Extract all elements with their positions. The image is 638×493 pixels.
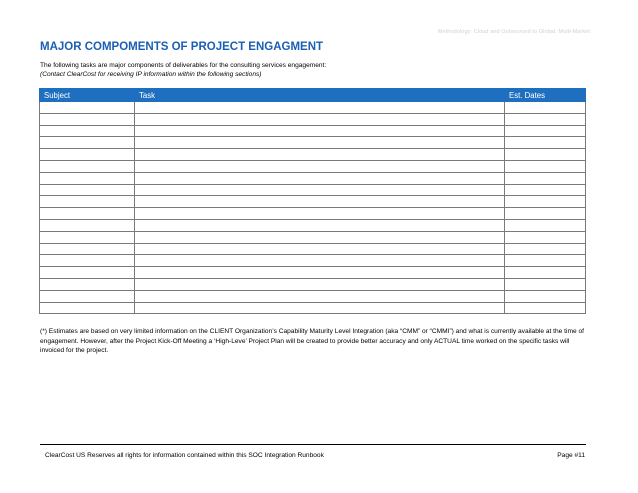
est-date-cell[interactable]: [505, 160, 586, 172]
table-row: [40, 231, 586, 243]
table-row: [40, 278, 586, 290]
subject-cell[interactable]: [40, 243, 135, 255]
est-date-cell[interactable]: [505, 219, 586, 231]
intro-line: The following tasks are major components of deliverables for the consulting services engagement:: [40, 62, 327, 69]
subject-cell[interactable]: [40, 160, 135, 172]
footnote: (*) Estimates are based on very limited information on the CLIENT Organization’s Capability Maturity Level Integration (aka “CMM” or “CMMI”) and what is currently available at the time of engagement. However, after the Project Kick-Off Meeting a ‘High-Leve’ Project Plan will be created to provide better accuracy and only ACTUAL time worked on the specific tasks will invoiced for the project.: [40, 328, 584, 355]
column-header-subject: Subject: [40, 89, 135, 102]
intro-text: [40, 61, 326, 79]
task-cell[interactable]: [135, 196, 505, 208]
subject-cell[interactable]: [40, 149, 135, 161]
table-row: [40, 290, 586, 302]
table-header-row: [40, 89, 586, 102]
table-row: [40, 219, 586, 231]
task-cell[interactable]: [135, 278, 505, 290]
running-header: Methodology: Cloud and Outsourced to Global, Multi-Market: [437, 29, 590, 35]
engagement-table: [39, 88, 586, 314]
task-cell[interactable]: [135, 255, 505, 267]
est-date-cell[interactable]: [505, 113, 586, 125]
subject-cell[interactable]: [40, 302, 135, 314]
task-cell[interactable]: [135, 243, 505, 255]
task-cell[interactable]: [135, 125, 505, 137]
est-date-cell[interactable]: [505, 149, 586, 161]
intro-note: (Contact ClearCost for receiving IP information within the following sections): [40, 71, 262, 78]
task-cell[interactable]: [135, 219, 505, 231]
subject-cell[interactable]: [40, 278, 135, 290]
subject-cell[interactable]: [40, 125, 135, 137]
est-date-cell[interactable]: [505, 255, 586, 267]
task-cell[interactable]: [135, 160, 505, 172]
task-cell[interactable]: [135, 290, 505, 302]
est-date-cell[interactable]: [505, 267, 586, 279]
table-row: [40, 208, 586, 220]
table-row: [40, 255, 586, 267]
task-cell[interactable]: [135, 208, 505, 220]
est-date-cell[interactable]: [505, 243, 586, 255]
est-date-cell[interactable]: [505, 302, 586, 314]
subject-cell[interactable]: [40, 196, 135, 208]
table-row: [40, 160, 586, 172]
task-cell[interactable]: [135, 172, 505, 184]
subject-cell[interactable]: [40, 113, 135, 125]
subject-cell[interactable]: [40, 102, 135, 114]
table-row: [40, 184, 586, 196]
task-cell[interactable]: [135, 302, 505, 314]
task-cell[interactable]: [135, 113, 505, 125]
est-date-cell[interactable]: [505, 208, 586, 220]
est-date-cell[interactable]: [505, 196, 586, 208]
est-date-cell[interactable]: [505, 137, 586, 149]
table-body: [40, 102, 586, 314]
est-date-cell[interactable]: [505, 278, 586, 290]
subject-cell[interactable]: [40, 219, 135, 231]
page-number: Page #11: [557, 452, 585, 459]
est-date-cell[interactable]: [505, 231, 586, 243]
subject-cell[interactable]: [40, 137, 135, 149]
table-row: [40, 137, 586, 149]
table-row: [40, 113, 586, 125]
est-date-cell[interactable]: [505, 172, 586, 184]
page-title: MAJOR COMPOMENTS OF PROJECT ENGAGMENT: [40, 41, 324, 53]
footer-divider: [40, 444, 586, 445]
subject-cell[interactable]: [40, 267, 135, 279]
task-cell[interactable]: [135, 184, 505, 196]
table-row: [40, 267, 586, 279]
table-row: [40, 125, 586, 137]
column-header-est-dates: Est. Dates: [505, 89, 586, 102]
subject-cell[interactable]: [40, 172, 135, 184]
table-row: [40, 172, 586, 184]
est-date-cell[interactable]: [505, 102, 586, 114]
task-cell[interactable]: [135, 267, 505, 279]
subject-cell[interactable]: [40, 231, 135, 243]
est-date-cell[interactable]: [505, 125, 586, 137]
task-cell[interactable]: [135, 149, 505, 161]
task-cell[interactable]: [135, 137, 505, 149]
task-cell[interactable]: [135, 102, 505, 114]
table-row: [40, 243, 586, 255]
subject-cell[interactable]: [40, 290, 135, 302]
footer-rights: ClearCost US Reserves all rights for information contained within this SOC Integration Runbook: [45, 452, 324, 459]
task-cell[interactable]: [135, 231, 505, 243]
column-header-task: Task: [135, 89, 505, 102]
subject-cell[interactable]: [40, 208, 135, 220]
table-row: [40, 196, 586, 208]
table-row: [40, 149, 586, 161]
subject-cell[interactable]: [40, 255, 135, 267]
est-date-cell[interactable]: [505, 290, 586, 302]
subject-cell[interactable]: [40, 184, 135, 196]
est-date-cell[interactable]: [505, 184, 586, 196]
table-row: [40, 102, 586, 114]
table-row: [40, 302, 586, 314]
